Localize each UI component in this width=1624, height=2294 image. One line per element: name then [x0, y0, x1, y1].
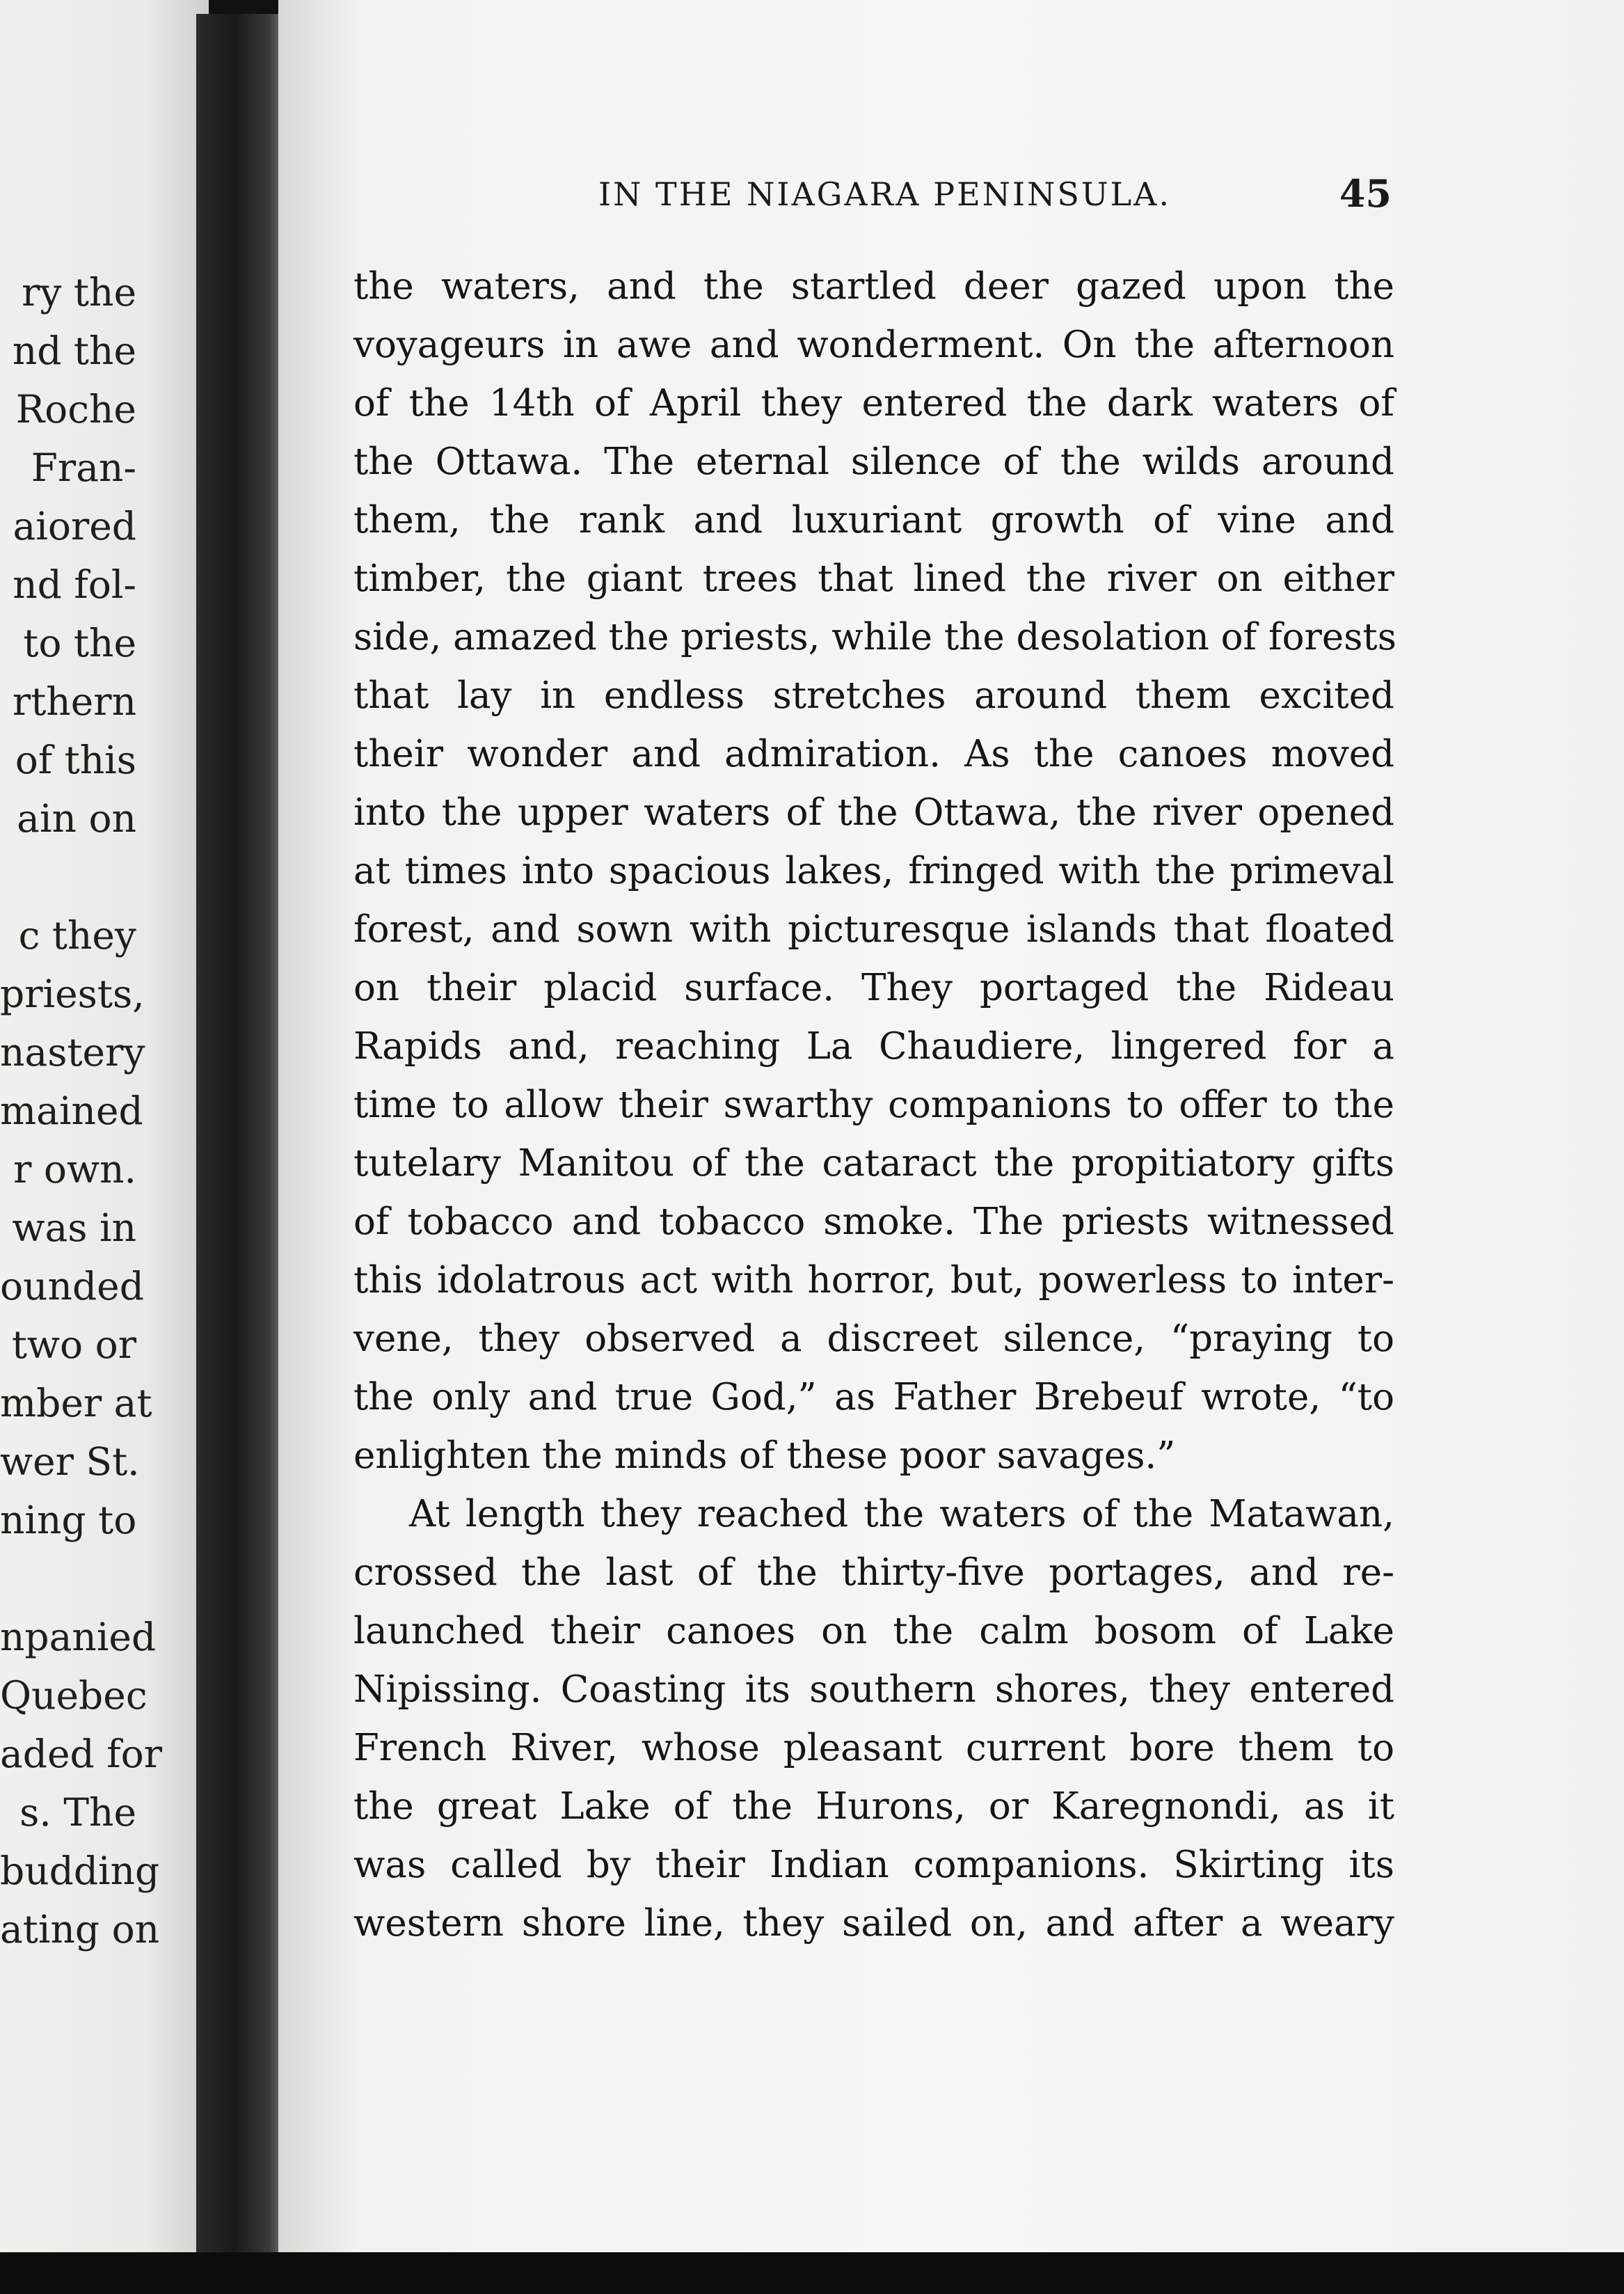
left-page-line: priests,	[0, 972, 145, 1016]
paragraph	[353, 258, 1394, 1485]
left-page-line: rthern	[12, 679, 136, 724]
text-line: side, amazed the priests, while the desolation of forests	[353, 616, 1396, 658]
left-page-text-fragments	[0, 263, 162, 1959]
text-line: time to allow their swarthy companions to offer to the	[353, 1084, 1394, 1126]
text-line: tutelary Manitou of the cataract the propitiatory gifts	[353, 1142, 1394, 1185]
left-page-edge	[0, 0, 209, 2255]
text-line: the great Lake of the Hurons, or Karegnondi, as it	[353, 1785, 1394, 1828]
left-page-line: ain on	[17, 796, 136, 841]
left-page-line	[0, 848, 136, 906]
left-page-line: to the	[23, 621, 136, 665]
left-page-line: mained	[0, 1089, 143, 1133]
left-page-line: ning to	[0, 1498, 137, 1542]
text-line: this idolatrous act with horror, but, powerless to inter-	[353, 1259, 1394, 1302]
text-line: western shore line, they sailed on, and after a weary	[353, 1902, 1394, 1945]
left-page-line: nastery	[0, 1030, 145, 1075]
text-line: Rapids and, reaching La Chaudiere, lingered for a	[353, 1025, 1394, 1068]
left-page-line: budding	[0, 1849, 160, 1893]
page-number: 45	[1339, 171, 1392, 216]
left-page-line: npanied	[0, 1615, 157, 1659]
text-line: was called by their Indian companions. Skirting its	[353, 1844, 1394, 1886]
text-line: timber, the giant trees that lined the river on either	[353, 557, 1394, 600]
text-line: forest, and sown with picturesque islands that floated	[353, 908, 1394, 951]
left-page-line: c they	[18, 913, 136, 958]
text-line: launched their canoes on the calm bosom of Lake	[353, 1610, 1394, 1652]
text-line: At length they reached the waters of the Matawan,	[409, 1493, 1394, 1535]
left-page-line: Fran-	[31, 445, 136, 490]
left-page-line: ry the	[22, 270, 136, 315]
text-line: at times into spacious lakes, fringed with the primeval	[353, 850, 1394, 892]
text-line: vene, they observed a discreet silence, “praying to	[353, 1318, 1394, 1360]
left-page-line: Quebec	[0, 1673, 148, 1718]
left-page-line: Roche	[15, 387, 136, 432]
paragraph	[353, 1485, 1394, 1953]
text-line: enlighten the minds of these poor savages.”	[353, 1434, 1176, 1477]
text-line: them, the rank and luxuriant growth of vine and	[353, 499, 1394, 541]
left-page-line: aded for	[0, 1732, 162, 1776]
left-page-line: ating on	[0, 1907, 160, 1952]
running-title: IN THE NIAGARA PENINSULA.	[598, 175, 1171, 213]
text-line: that lay in endless stretches around them excited	[353, 674, 1394, 717]
text-line: the only and true God,” as Father Brebeuf wrote, “to	[353, 1376, 1394, 1418]
scan-bottom-edge	[0, 2252, 1624, 2294]
left-page-line: r own.	[13, 1147, 136, 1192]
left-page-line: aiored	[13, 504, 136, 548]
text-line: of the 14th of April they entered the dark waters of	[353, 382, 1394, 425]
text-line: on their placid surface. They portaged the Rideau	[353, 967, 1394, 1009]
text-line: into the upper waters of the Ottawa, the river opened	[353, 791, 1394, 834]
text-line: French River, whose pleasant current bore them to	[353, 1727, 1394, 1769]
body-text	[353, 258, 1394, 1953]
left-page-line: was in	[12, 1205, 136, 1250]
left-page-line: mber at	[0, 1381, 152, 1425]
left-page-line: nd fol-	[13, 562, 136, 607]
left-page-line: of this	[15, 738, 136, 782]
left-page-line	[0, 1549, 136, 1608]
left-page-line: s. The	[19, 1790, 136, 1835]
text-line: their wonder and admiration. As the canoes moved	[353, 733, 1394, 775]
left-page-line: nd the	[12, 329, 136, 373]
left-page-line: wer St.	[0, 1439, 140, 1484]
text-line: of tobacco and tobacco smoke. The priests witnessed	[353, 1201, 1394, 1243]
left-page-line: ounded	[0, 1264, 144, 1308]
text-line: Nipissing. Coasting its southern shores, they entered	[353, 1668, 1394, 1711]
text-line: the waters, and the startled deer gazed upon the	[353, 265, 1394, 308]
text-line: crossed the last of the thirty-five portages, and re-	[353, 1551, 1394, 1594]
text-line: voyageurs in awe and wonderment. On the afternoon	[353, 324, 1394, 366]
text-line: the Ottawa. The eternal silence of the wilds around	[353, 441, 1394, 483]
left-page-line: two or	[11, 1322, 136, 1367]
page-header	[598, 171, 1392, 224]
